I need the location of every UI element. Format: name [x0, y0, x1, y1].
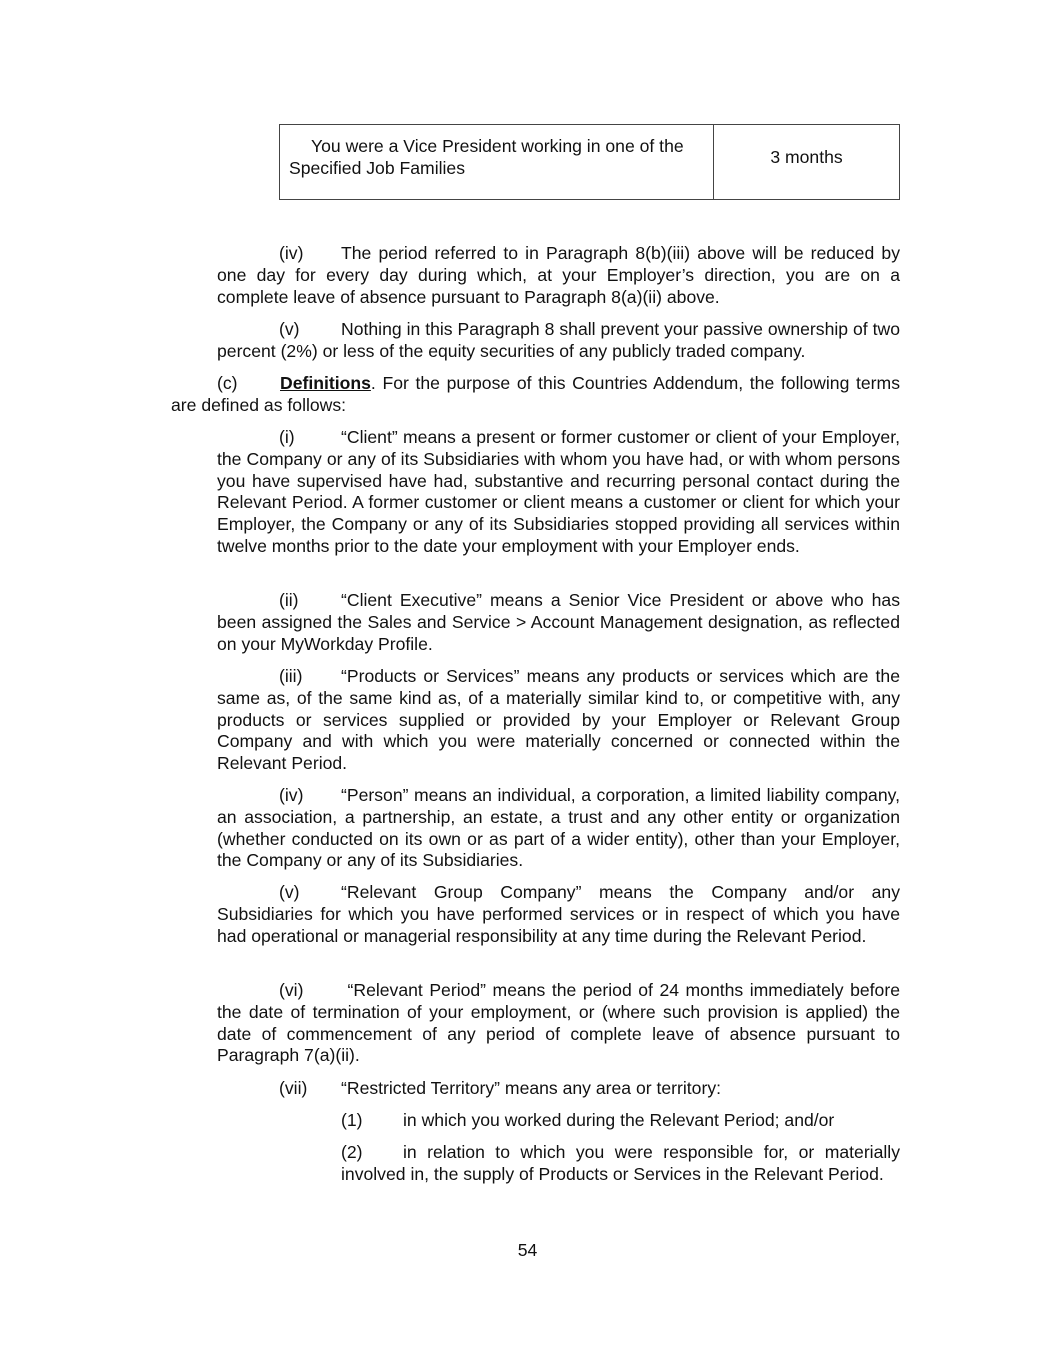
definition-relevant-group-company	[217, 882, 900, 947]
paragraph-label: (iv)	[279, 243, 304, 263]
paragraph-text: The period referred to in Paragraph 8(b)(iii) above will be reduced by one day for every day during which, at your Employer’s direction, you are on a complete leave of absence pursuant to Paragraph 8(a)(ii) above.	[217, 243, 900, 307]
table-row-text: You were a Vice President working in one of the Specified Job Families	[289, 136, 684, 178]
page-number: 54	[517, 1240, 538, 1260]
definition-label: (v)	[279, 882, 300, 902]
subitem-label: (2)	[341, 1142, 363, 1162]
definition-label: (iii)	[279, 666, 303, 686]
definition-text: “Products or Services” means any products or services which are the same as, of the same kind as, of a materially similar kind to, or competitive with, any products or services supplied or provided by your Employer or Relevant Group Company and with which you were materially concerned or connected within the Relevant Period.	[217, 666, 900, 774]
definition-person	[217, 785, 900, 872]
table-period-text: 3 months	[770, 147, 843, 168]
paragraph-c-definitions	[171, 373, 900, 417]
definition-label: (vi)	[279, 980, 304, 1000]
subitem-text: in which you worked during the Relevant Period; and/or	[403, 1110, 835, 1130]
paragraph-label: (v)	[279, 319, 300, 339]
definition-text: “Relevant Group Company” means the Company and/or any Subsidiaries for which you have performed services or in respect of which you have had operational or managerial responsibility at any time during the Relevant Period.	[217, 882, 900, 946]
subitem-label: (1)	[341, 1110, 363, 1130]
definition-text: “Client” means a present or former customer or client of your Employer, the Company or any of its Subsidiaries with whom you have had, or with whom persons you have supervised have had, substantive and recurring personal contact during the Relevant Period. A former customer or client means a customer or client for which your Employer, the Company or any of its Subsidiaries stopped providing all services within twelve months prior to the date your employment with your Employer ends.	[217, 427, 900, 556]
paragraph-iv	[217, 243, 900, 308]
paragraph-text: . For the purpose of this Countries Addendum, the following terms are defined as follows:	[171, 373, 900, 415]
definition-label: (iv)	[279, 785, 304, 805]
subitem-text: in relation to which you were responsible for, or materially involved in, the supply of Products or Services in the Relevant Period.	[341, 1142, 900, 1184]
definition-client	[217, 427, 900, 558]
definition-label: (ii)	[279, 590, 299, 610]
paragraph-v	[217, 319, 900, 363]
definition-client-executive	[217, 590, 900, 655]
definition-text: “Client Executive” means a Senior Vice President or above who has been assigned the Sales and Service > Account Management designation, as reflected on your MyWorkday Profile.	[217, 590, 900, 654]
definition-text: “Person” means an individual, a corporation, a limited liability company, an association, a partnership, an estate, a trust and any other entity or organization (whether conducted on its own or as part of a wider entity), other than your Employer, the Company or any of its Subsidiaries.	[217, 785, 900, 871]
table-cell-period	[714, 125, 899, 199]
job-family-table	[279, 124, 900, 200]
table-cell-role	[280, 125, 714, 199]
definition-restricted-territory	[279, 1078, 721, 1100]
paragraph-label: (c)	[217, 373, 238, 393]
definition-products-services	[217, 666, 900, 775]
definition-relevant-period	[217, 980, 900, 1067]
definitions-heading: Definitions	[280, 373, 371, 393]
definition-label: (i)	[279, 427, 295, 447]
definition-label: (vii)	[279, 1078, 308, 1098]
definition-text: “Relevant Period” means the period of 24 months immediately before the date of termination of your employment, or (where such provision is applied) the date of commencement of any period of complete leave of absence pursuant to Paragraph 7(a)(ii).	[217, 980, 900, 1066]
paragraph-text: Nothing in this Paragraph 8 shall prevent your passive ownership of two percent (2%) or less of the equity securities of any publicly traded company.	[217, 319, 900, 361]
definition-text: “Restricted Territory” means any area or territory:	[341, 1078, 722, 1098]
subitem-2	[341, 1142, 900, 1186]
subitem-1	[341, 1110, 900, 1132]
